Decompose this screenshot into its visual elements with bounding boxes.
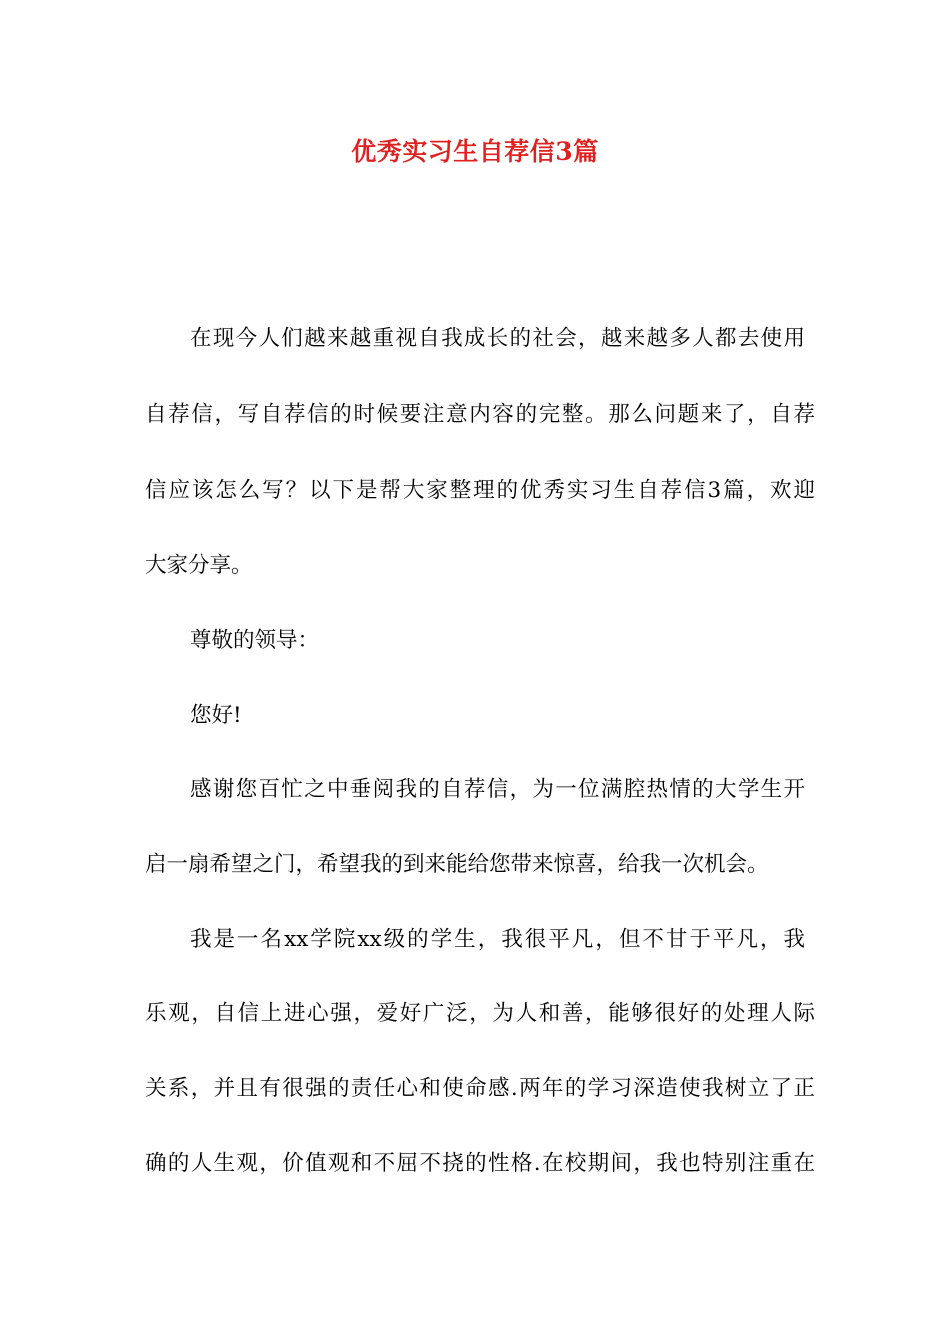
paragraph-line: 大家分享。 [145,553,253,578]
paragraph-line: 确的人生观，价值观和不屈不挠的性格.在校期间，我也特别注重在 [145,1151,815,1176]
document-title: 优秀实习生自荐信3篇 [351,137,599,166]
paragraph-line: 启一扇希望之门，希望我的到来能给您带来惊喜，给我一次机会。 [145,852,769,877]
paragraph-line: 关系，并且有很强的责任心和使命感.两年的学习深造使我树立了正 [145,1076,815,1101]
greeting-line: 您好! [190,703,242,728]
paragraph-line: 感谢您百忙之中垂阅我的自荐信，为一位满腔热情的大学生开 [190,777,805,802]
salutation-line: 尊敬的领导： [190,628,320,653]
paragraph-line: 信应该怎么写？以下是帮大家整理的优秀实习生自荐信3篇，欢迎 [145,478,815,503]
paragraph-line: 在现今人们越来越重视自我成长的社会，越来越多人都去使用 [190,326,805,351]
paragraph-line: 自荐信，写自荐信的时候要注意内容的完整。那么问题来了，自荐 [145,402,815,427]
paragraph-line: 乐观，自信上进心强，爱好广泛，为人和善，能够很好的处理人际 [145,1001,815,1026]
paragraph-line: 我是一名xx学院xx级的学生，我很平凡，但不甘于平凡，我 [190,927,805,952]
